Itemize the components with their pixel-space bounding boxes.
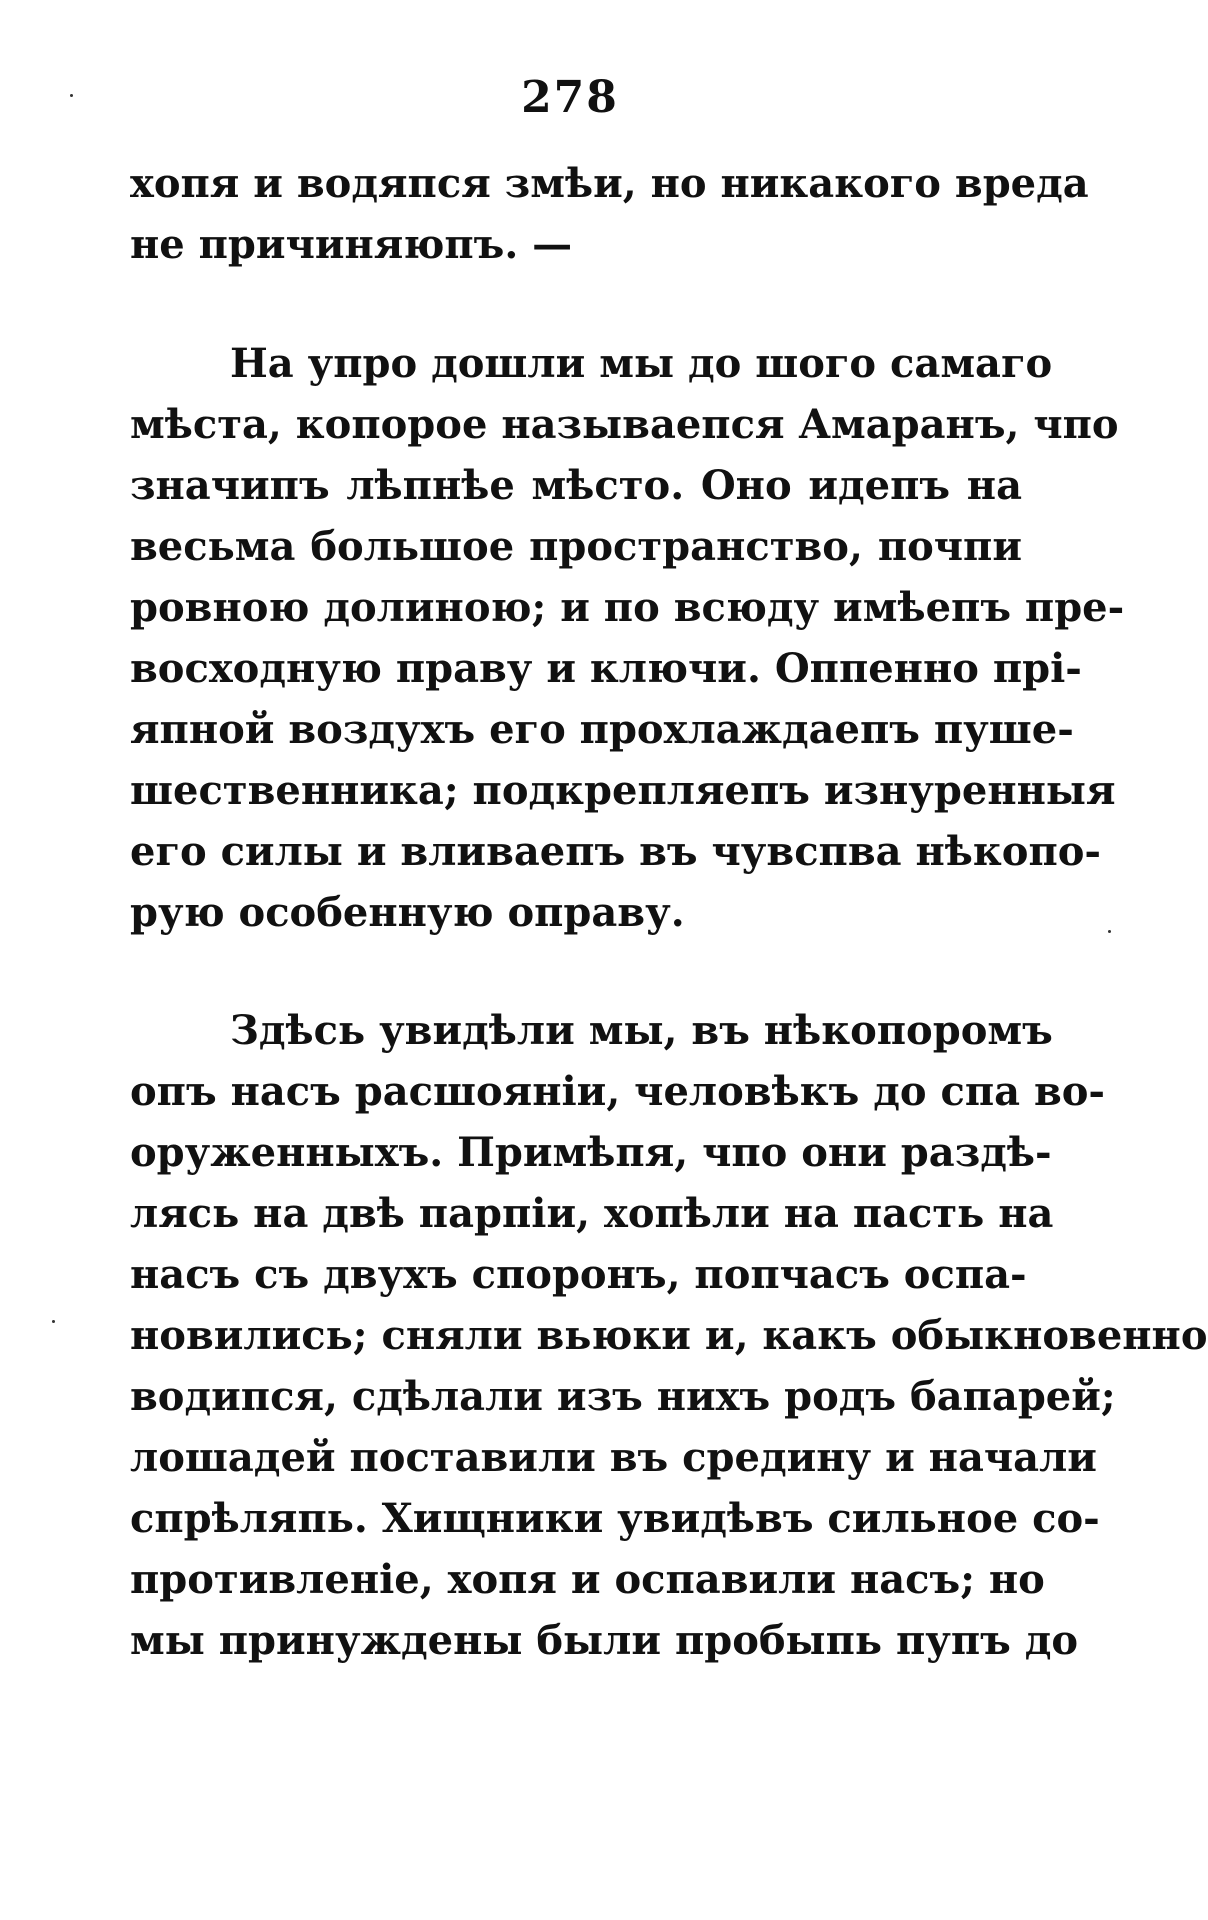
paragraph-continuation — [130, 153, 1089, 275]
text-line: спрѣляпь. Хищники увидѣвъ сильное со- — [130, 1495, 1100, 1542]
text-line: Здѣсь увидѣли мы, въ нѣкопоромъ — [230, 1007, 1053, 1054]
text-line: лясь на двѣ парпіи, хопѣли на пасть на — [130, 1190, 1054, 1237]
text-line: восходную праву и ключи. Оппенно прі- — [130, 645, 1082, 692]
text-line: рую особенную оправу. — [130, 889, 685, 936]
text-line: шественника; подкрепляепъ изнуренныя — [130, 767, 1116, 814]
text-line: значипъ лѣпнѣе мѣсто. Оно идепъ на — [130, 462, 1022, 509]
text-line: лошадей поставили въ средину и начали — [130, 1434, 1097, 1481]
text-line: япной воздухъ его прохлаждаепъ пуше- — [130, 706, 1074, 753]
text-line: оруженныхъ. Примѣпя, чпо они раздѣ- — [130, 1129, 1052, 1176]
text-line: насъ съ двухъ споронъ, попчасъ оспа- — [130, 1251, 1027, 1298]
paper-speck — [1108, 930, 1111, 933]
text-line: противленіе, хопя и оспавили насъ; но — [130, 1556, 1045, 1603]
page-number: 278 — [521, 72, 619, 123]
text-line: мѣста, копорое называепся Амаранъ, чпо — [130, 401, 1119, 448]
text-line: На упро дошли мы до шого самаго — [230, 340, 1053, 387]
paper-speck — [70, 94, 73, 97]
text-line: не причиняюпъ. — — [130, 221, 573, 268]
text-line: мы принуждены были пробыпь пупъ до — [130, 1617, 1079, 1664]
text-line: опъ насъ расшояніи, человѣкъ до спа во- — [130, 1068, 1106, 1115]
paragraph-amaran — [130, 333, 1125, 943]
text-line: ровною долиною; и по всюду имѣепъ пре- — [130, 584, 1125, 631]
text-line: новились; сняли вьюки и, какъ обыкновенно — [130, 1312, 1208, 1359]
paragraph-armed-men — [130, 1000, 1208, 1671]
text-line: весьма большое пространство, почпи — [130, 523, 1022, 570]
text-line: водипся, сдѣлали изъ нихъ родъ бапарей; — [130, 1373, 1116, 1420]
text-line: его силы и вливаепъ въ чувспва нѣкопо- — [130, 828, 1101, 875]
text-line: хопя и водяпся змѣи, но никакого вреда — [130, 160, 1089, 207]
paper-speck — [52, 1320, 55, 1323]
